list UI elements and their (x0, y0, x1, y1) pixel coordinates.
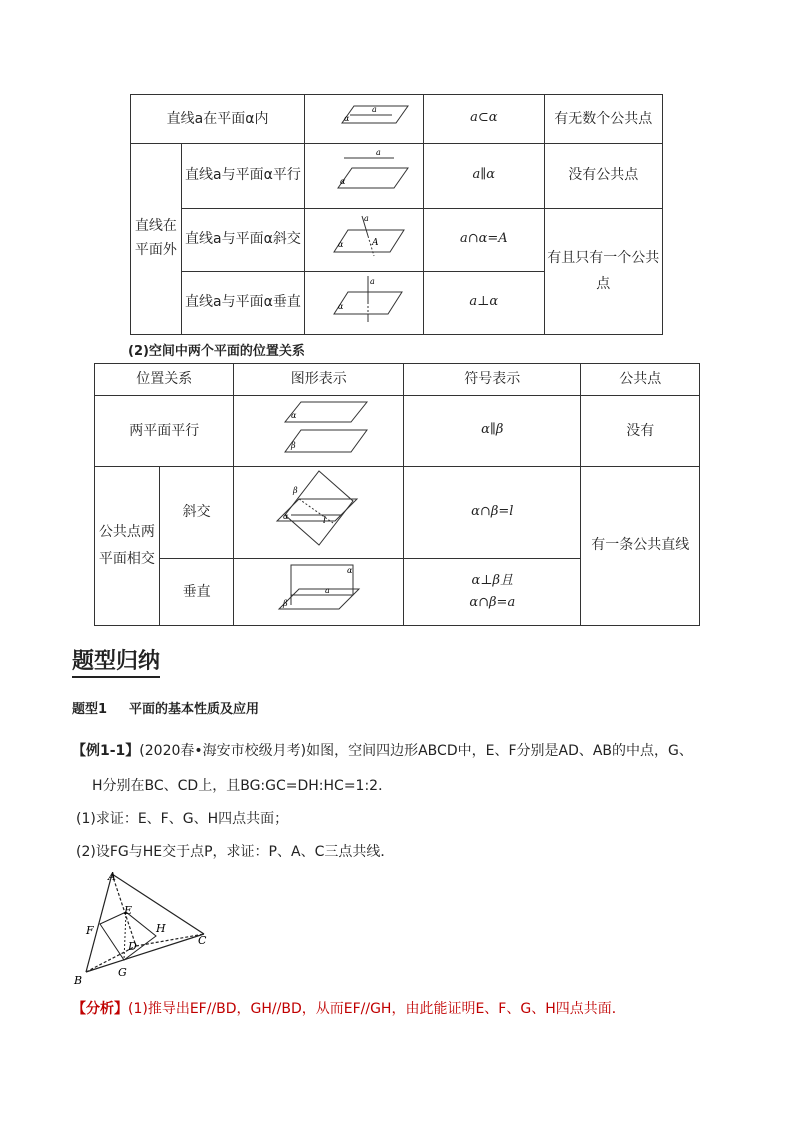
svg-text:a: a (324, 586, 330, 596)
cell-symbol: a∥α (424, 143, 545, 208)
cell-intersect-label: 公共点两平面相交 (95, 466, 160, 625)
cell-figure (234, 396, 404, 467)
svg-text:C: C (198, 934, 207, 947)
svg-text:β: β (292, 485, 298, 495)
svg-text:α: α (290, 411, 297, 420)
cell-figure (234, 559, 404, 626)
svg-text:A: A (372, 237, 379, 248)
header-figure: 图形表示 (234, 364, 404, 396)
tetrahedron-figure (70, 864, 220, 992)
analysis-text: (1)推导出EF//BD，GH//BD，从而EF//GH，由此能证明E、F、G、H四点共面． (128, 1001, 626, 1017)
cell-symbol (404, 559, 581, 626)
type-number: 题型1 (72, 702, 108, 717)
figure-planes-oblique (269, 467, 369, 549)
cell-common: 没有 (581, 396, 700, 467)
cell-figure (234, 466, 404, 559)
svg-text:β: β (282, 599, 288, 609)
svg-text:E: E (124, 904, 133, 917)
question-1: (1)求证：E、F、G、H四点共面； (76, 811, 289, 827)
svg-text:α: α (338, 301, 344, 311)
cell-figure (305, 95, 424, 144)
cell-desc: 直线a在平面α内 (131, 95, 305, 144)
example-line-1 (72, 740, 693, 760)
table-row (131, 143, 663, 208)
example-source: (2020春•海安市校级月考) (139, 743, 307, 759)
type-title: 平面的基本性质及应用 (129, 702, 260, 717)
section-title: 题型归纳 (72, 650, 160, 678)
cell-desc: 直线a与平面α平行 (181, 143, 304, 208)
cell-symbol: a⊥α (424, 271, 545, 334)
cell-symbol: α∩β=l (404, 466, 581, 559)
cell-figure (305, 208, 424, 271)
cell-symbol: a∩α=A (424, 208, 545, 271)
svg-text:a: a (376, 147, 381, 157)
caption-two-planes: (2)空间中两个平面的位置关系 (128, 344, 305, 359)
figure-line-perpendicular-plane (314, 272, 414, 324)
svg-text:a: a (372, 105, 377, 114)
svg-text:a: a (364, 213, 369, 223)
header-common: 公共点 (581, 364, 700, 396)
figure-line-in-plane (314, 95, 414, 133)
svg-text:G: G (118, 966, 127, 979)
cell-common: 有一条公共直线 (581, 466, 700, 625)
cell-parallel-label: 两平面平行 (95, 396, 234, 467)
cell-common: 有无数个公共点 (544, 95, 662, 144)
table-row (131, 208, 663, 271)
header-position: 位置关系 (95, 364, 234, 396)
svg-text:H: H (156, 922, 166, 935)
question-2: (2)设FG与HE交于点P，求证：P、A、C三点共线． (76, 844, 395, 860)
svg-text:α: α (344, 114, 350, 123)
figure-line-oblique-plane (314, 210, 414, 260)
example-line-2: H分别在BC、CD上，且BG:GC=DH:HC=1:2． (92, 778, 393, 794)
svg-text:α: α (282, 511, 289, 521)
cell-desc: 直线a与平面α斜交 (181, 208, 304, 271)
analysis-tag: 【分析】 (72, 1001, 128, 1017)
symbol-line-2: α∩β=a (469, 594, 516, 610)
symbol-line-1: α⊥β且 (471, 572, 514, 588)
header-symbol: 符号表示 (404, 364, 581, 396)
cell-outside-label: 直线在平面外 (131, 143, 182, 334)
svg-text:A: A (108, 870, 116, 883)
cell-common: 有且只有一个公共点 (544, 208, 662, 334)
svg-text:l: l (322, 515, 326, 526)
svg-text:D: D (128, 940, 137, 953)
table-row (131, 95, 663, 144)
svg-text:a: a (370, 276, 375, 286)
type-heading (72, 698, 259, 717)
svg-text:F: F (86, 924, 94, 937)
figure-line-parallel-plane (314, 146, 414, 196)
example-tag: 【例1-1】 (72, 743, 140, 759)
table-row (95, 466, 700, 559)
cell-desc: 直线a与平面α垂直 (181, 271, 304, 334)
svg-text:α: α (346, 566, 353, 576)
cell-common: 没有公共点 (544, 143, 662, 208)
cell-perpendicular-label: 垂直 (159, 559, 234, 626)
plane-plane-table (94, 363, 700, 626)
cell-oblique-label: 斜交 (159, 466, 234, 559)
figure-planes-perpendicular (269, 559, 369, 615)
line-plane-table (130, 94, 663, 335)
svg-text:β: β (290, 441, 296, 450)
svg-text:B: B (74, 974, 83, 987)
svg-text:α: α (340, 176, 346, 186)
svg-text:α: α (338, 239, 344, 249)
cell-symbol: a⊂α (424, 95, 545, 144)
example-text-1: 如图，空间四边形ABCD中，E、F分别是AD、AB的中点，G、 (306, 743, 693, 759)
cell-figure (305, 143, 424, 208)
analysis-line (72, 998, 626, 1018)
cell-figure (305, 271, 424, 334)
cell-symbol: α∥β (404, 396, 581, 467)
table-header-row (95, 364, 700, 396)
table-row (95, 396, 700, 467)
figure-planes-parallel (269, 396, 369, 456)
